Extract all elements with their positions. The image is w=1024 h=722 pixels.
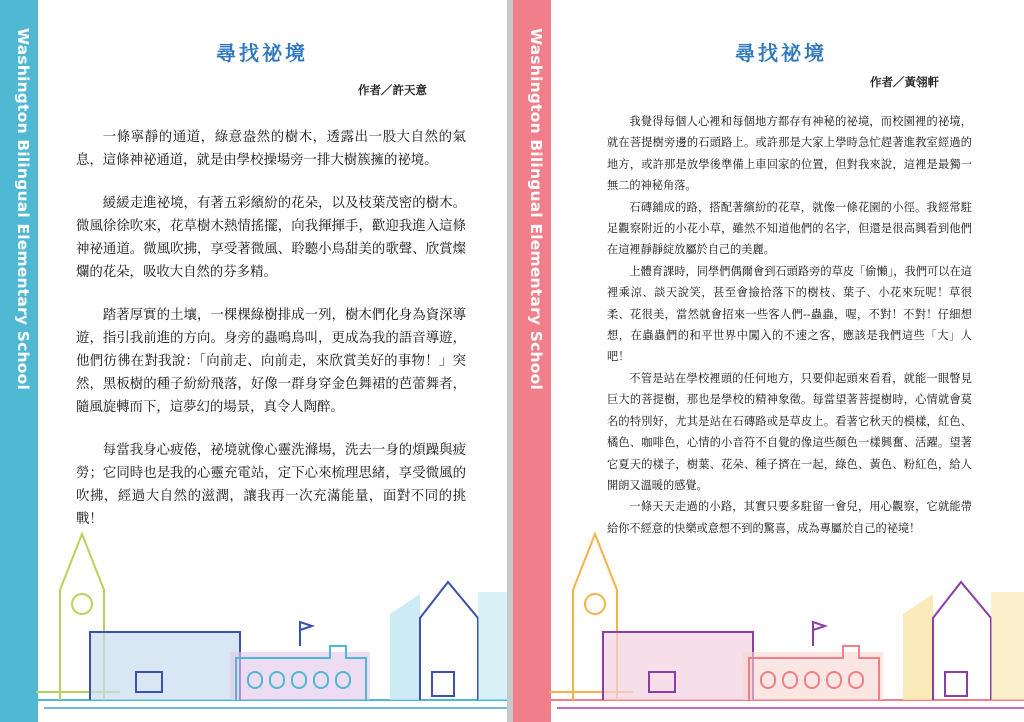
right-paragraph: 石磚鋪成的路，搭配著繽紛的花草，就像一條花園的小徑。我經常駐足觀察附近的小花小草，雖然不知道他們的名字，但還是很高興看到他們在這裡靜靜綻放屬於自己的美麗。: [607, 200, 972, 257]
left-author: 作者／許天意: [358, 83, 427, 97]
right-paragraph: 上體育課時，同學們偶爾會到石頭路旁的草皮「偷懶」，我們可以在這裡乘涼、談天說笑，甚至會撿拾落下的樹枝、葉子、小花來玩呢！草很柔、花很美，當然就會招來一些客人們--蟲蟲，喔，不對！不對！仔細想想，在蟲蟲們的和平世界中闖入的不速之客，應該是我們這些「大」人吧！: [607, 264, 972, 364]
right-title: 尋找祕境: [735, 41, 827, 65]
right-paragraph: 我覺得每個人心裡和每個地方都存有神秘的祕境，而校園裡的祕境，就在菩提樹旁邊的石頭路上。或許那是大家上學時急忙趕著進教室經過的地方，或許那是放學後準備上車回家的位置，但對我來說，這裡是最獨一無二的神秘角落。: [607, 115, 972, 193]
right-paragraph: 不管是站在學校裡頭的任何地方，只要仰起頭來看看，就能一眼瞥見巨大的菩提樹，那也是學校的精神象徵。每當望著菩提樹時，心情就會莫名的特別好，尤其是站在石磚路或是草皮上。看著它秋天的模樣，紅色、橘色、咖啡色，心情的小音符不自覺的像這些顏色一樣興奮、活躍。望著它夏天的樣子，樹葉、花朵、種子擠在一起，綠色、黃色、粉紅色，給人開朗又溫暖的感覺。: [607, 371, 972, 492]
right-school-label: Washington Bilingual Elementary School: [527, 28, 545, 391]
right-skyline-illustration: [513, 522, 1024, 722]
right-school-name: [519, 28, 545, 391]
left-page: [0, 0, 507, 722]
right-essay-body: [607, 111, 972, 539]
left-school-name: [6, 28, 32, 391]
left-paragraph: 每當我身心疲倦，祕境就像心靈洗滌場，洗去一身的煩躁與疲勞；它同時也是我的心靈充電站，定下心來梳理思緒，享受微風的吹拂，經過大自然的滋潤，讓我再一次充滿能量，面對不同的挑戰！: [76, 443, 466, 527]
left-paragraph: 一條寧靜的通道，綠意盎然的樹木，透露出一股大自然的氣息，這條神祕通道，就是由學校操場旁一排大樹簇擁的祕境。: [76, 130, 466, 168]
right-paragraph: 一條天天走過的小路，其實只要多駐留一會兒，用心觀察，它就能帶給你不經意的快樂或意想不到的驚喜，成為專屬於自己的祕境！: [607, 500, 972, 535]
right-page: [513, 0, 1024, 722]
right-author: 作者／黃翎軒: [870, 75, 939, 89]
left-paragraph: 緩緩走進祕境，有著五彩繽紛的花朵，以及枝葉茂密的樹木。微風徐徐吹來，花草樹木熱情搖擺，向我揮揮手，歡迎我進入這條神祕通道。微風吹拂，享受著微風、聆聽小鳥甜美的歌聲、欣賞燦爛的花朵，吸收大自然的芬多精。: [76, 196, 466, 280]
left-school-label: Washington Bilingual Elementary School: [14, 28, 32, 391]
left-title: 尋找祕境: [216, 41, 308, 65]
left-essay-body: [76, 126, 466, 551]
left-skyline-illustration: [0, 522, 507, 722]
left-paragraph: 踏著厚實的土壤，一棵棵綠樹排成一列，樹木們化身為資深導遊，指引我前進的方向。身旁的蟲鳴鳥叫，更成為我的語音導遊，他們彷彿在對我說：「向前走、向前走，來欣賞美好的事物！」突然，黑板樹的種子紛紛飛落，好像一群身穿金色舞裙的芭蕾舞者，隨風旋轉而下，這夢幻的場景，真令人陶醉。: [76, 308, 466, 415]
